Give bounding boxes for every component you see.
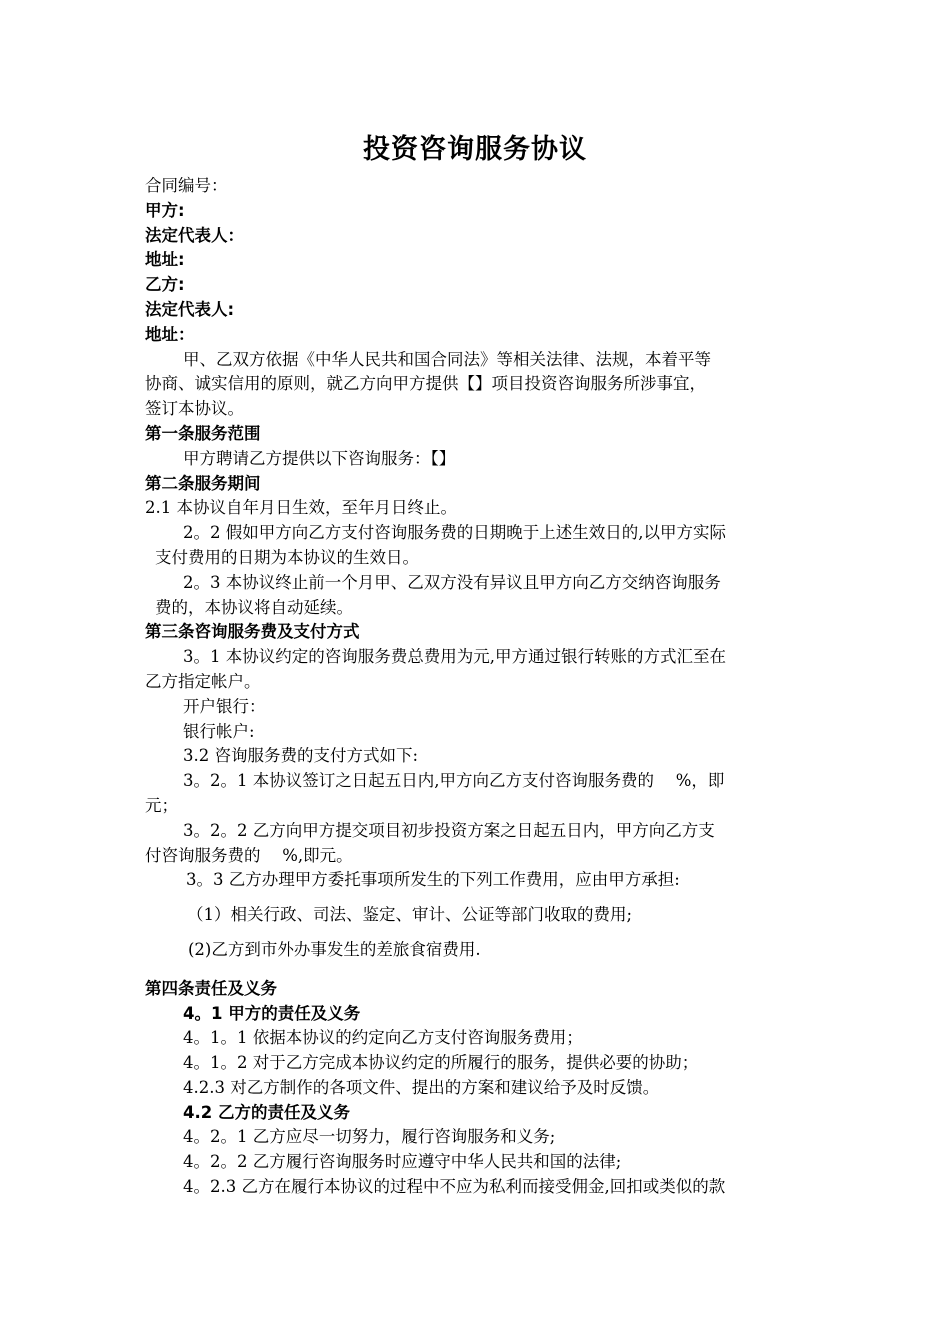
text-line: (2)乙方到市外办事发生的差旅食宿费用. bbox=[188, 939, 481, 959]
spacer bbox=[145, 963, 810, 977]
text-line: 4。1。2 对于乙方完成本协议约定的所履行的服务，提供必要的协助； bbox=[183, 1053, 699, 1073]
text-line: 3.2 咨询服务费的支付方式如下: bbox=[183, 746, 419, 766]
section-heading: 第一条服务范围 bbox=[145, 423, 261, 443]
text-line: 付咨询服务费的 %,即元。 bbox=[145, 845, 353, 865]
text-line: （1）相关行政、司法、鉴定、审计、公证等部门收取的费用; bbox=[187, 905, 633, 925]
text-line: 2.1 本协议自年月日生效，至年月日终止。 bbox=[145, 498, 457, 518]
section-heading: 法定代表人: bbox=[145, 299, 235, 319]
section-heading: 4。1 甲方的责任及义务 bbox=[183, 1003, 361, 1023]
section-heading: 4.2 乙方的责任及义务 bbox=[183, 1102, 350, 1122]
text-line: 费的，本协议将自动延续。 bbox=[155, 597, 353, 617]
section-heading: 地址: bbox=[145, 250, 185, 270]
text-line: 开户银行： bbox=[183, 696, 266, 716]
text-line: 签订本协议。 bbox=[145, 399, 244, 419]
text-line: 3。2。1 本协议签订之日起五日内,甲方向乙方支付咨询服务费的 %，即 bbox=[183, 771, 725, 791]
text-line: 2。3 本协议终止前一个月甲、乙双方没有异议且甲方向乙方交纳咨询服务 bbox=[183, 572, 721, 592]
text-line: 4。1。1 依据本协议的约定向乙方支付咨询服务费用； bbox=[183, 1028, 583, 1048]
section-heading: 法定代表人： bbox=[145, 225, 244, 245]
section-heading: 第二条服务期间 bbox=[145, 473, 261, 493]
text-line: 甲、乙双方依据《中华人民共和国合同法》等相关法律、法规，本着平等 bbox=[183, 349, 711, 369]
spacer bbox=[145, 928, 810, 938]
text-line: 元； bbox=[145, 795, 178, 815]
section-heading: 乙方: bbox=[145, 275, 185, 295]
text-line: 3。2。2 乙方向甲方提交项目初步投资方案之日起五日内，甲方向乙方支 bbox=[183, 820, 715, 840]
text-line: 乙方指定帐户。 bbox=[145, 671, 261, 691]
text-line: 4。2。1 乙方应尽一切努力，履行咨询服务和义务; bbox=[183, 1127, 556, 1147]
text-line: 协商、诚实信用的原则，就乙方向甲方提供【】项目投资咨询服务所涉事宜， bbox=[145, 374, 706, 394]
section-heading: 地址： bbox=[145, 324, 195, 344]
text-line: 4。2.3 乙方在履行本协议的过程中不应为私利而接受佣金,回扣或类似的款 bbox=[183, 1177, 726, 1197]
section-heading: 第三条咨询服务费及支付方式 bbox=[145, 622, 360, 642]
text-line: 支付费用的日期为本协议的生效日。 bbox=[155, 547, 419, 567]
text-line: 2。2 假如甲方向乙方支付咨询服务费的日期晚于上述生效日的,以甲方实际 bbox=[183, 523, 726, 543]
text-line: 甲方聘请乙方提供以下咨询服务：【】 bbox=[183, 448, 456, 468]
document-body bbox=[145, 174, 810, 1200]
section-heading: 甲方: bbox=[145, 200, 185, 220]
text-line: 3。3 乙方办理甲方委托事项所发生的下列工作费用，应由甲方承担: bbox=[186, 870, 680, 890]
document-title: 投资咨询服务协议 bbox=[363, 134, 587, 165]
text-line: 4。2。2 乙方履行咨询服务时应遵守中华人民共和国的法律; bbox=[183, 1152, 622, 1172]
text-line: 3。1 本协议约定的咨询服务费总费用为元,甲方通过银行转账的方式汇至在 bbox=[183, 647, 726, 667]
spacer bbox=[145, 893, 810, 903]
text-line: 4.2.3 对乙方制作的各项文件、提出的方案和建议给予及时反馈。 bbox=[183, 1077, 660, 1097]
text-line: 合同编号： bbox=[145, 176, 228, 195]
text-line: 银行帐户: bbox=[183, 721, 255, 741]
section-heading: 第四条责任及义务 bbox=[145, 978, 277, 998]
